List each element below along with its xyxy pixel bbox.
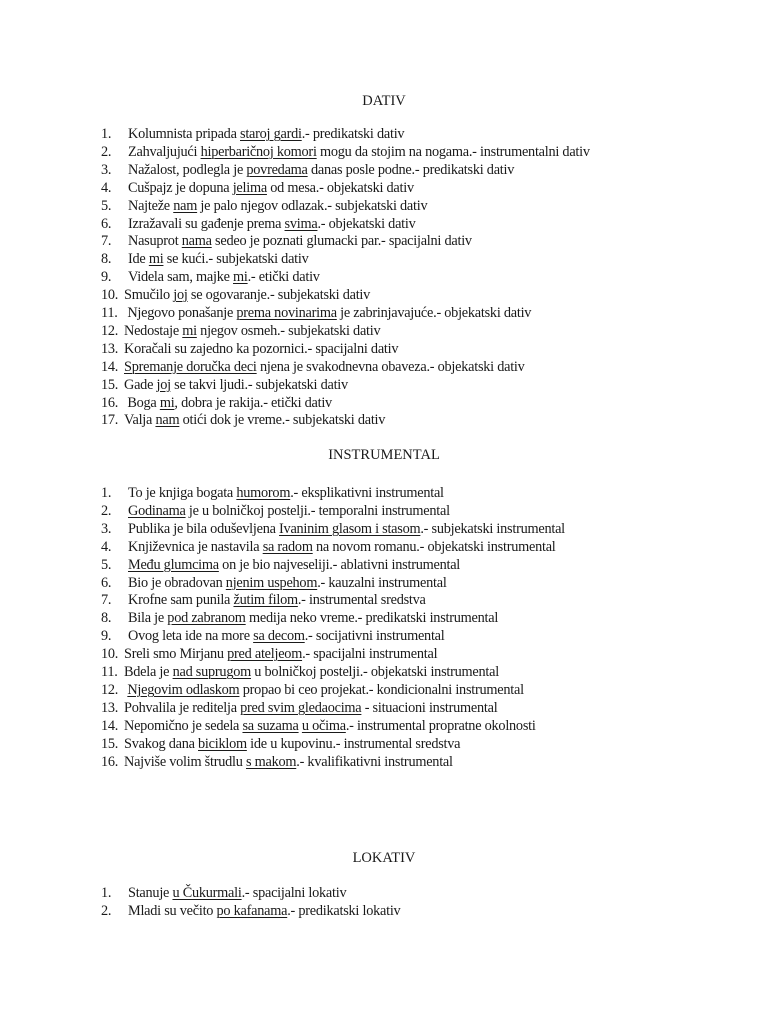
dativ-item [101,250,309,268]
item-number: 2. [101,502,112,519]
lokativ-item [101,884,346,902]
sentence-text: - situacioni instrumental [361,699,498,716]
sentence-text: otići dok je vreme.- subjekatski dativ [179,412,386,429]
item-number: 9. [101,269,112,286]
underlined-phrase: biciklom [198,735,247,752]
item-number: 1. [101,885,112,901]
instrumental-item [101,735,460,753]
sentence-text: Sreli smo Mirjanu [124,646,228,663]
item-number: 11. [101,305,118,321]
sentence-text: u bolničkoj postelji.- objekatski instrumental [250,664,499,680]
sentence-text: Valja [124,412,156,429]
underlined-phrase: svima [284,215,318,232]
sentence-text: medija neko vreme.- predikatski instrumental [245,610,499,627]
item-number: 10. [101,646,119,663]
item-number: 16. [101,394,119,411]
sentence-text: Krofne sam punila [128,592,234,609]
sentence-text: , dobra je rakija.- etički dativ [174,394,332,411]
instrumental-item [101,591,426,609]
item-number: 11. [101,664,118,680]
sentence-text: Videla sam, majke [128,269,234,286]
underlined-phrase: staroj gardi [240,126,302,142]
item-number: 15. [101,376,119,393]
instrumental-item [101,609,498,627]
instrumental-item [101,627,444,645]
dativ-item [101,143,590,161]
instrumental-item [101,717,536,735]
item-number: 3. [101,520,112,537]
underlined-phrase: joj [156,376,171,393]
item-number: 2. [101,902,112,919]
sentence-text: .- predikatski dativ [301,126,405,142]
sentence-text: Najteže [128,197,174,214]
sentence-text: .- spacijalni lokativ [241,885,347,901]
sentence-text: Pohvalila je reditelja [124,699,241,716]
underlined-phrase: nama [181,233,212,250]
instrumental-item [101,556,460,574]
item-number: 12. [101,322,119,339]
sentence-text: Najviše volim štrudlu [124,753,246,770]
sentence-text: od mesa.- objekatski dativ [266,179,414,196]
instrumental-item [101,538,556,556]
sentence-text: .- kvalifikativni instrumental [296,753,453,770]
underlined-phrase: mi [159,394,175,411]
sentence-text: ide u kupovinu.- instrumental sredstva [246,735,461,752]
dativ-item [101,411,385,429]
sentence-text: on je bio najveseliji.- ablativni instrumental [218,556,461,573]
sentence-text: .- socijativni instrumental [304,628,445,645]
sentence-text: Ide [128,251,149,268]
sentence-text: Zahvaljujući [128,143,201,160]
item-number: 7. [101,233,112,250]
underlined-phrase: žutim filom [233,592,298,609]
dativ-item [101,376,348,394]
sentence-text: Publika je bila oduševljena [128,520,280,537]
sentence-text: se kući.- subjekatski dativ [163,251,309,268]
dativ-item [101,268,320,286]
item-number: 8. [101,251,112,268]
item-number: 4. [101,538,112,555]
item-number: 13. [101,699,119,716]
sentence-text: danas posle podne.- predikatski dativ [307,161,515,178]
sentence-text: Izražavali su gađenje prema [128,215,285,232]
dativ-item [101,322,380,340]
sentence-text: To je knjiga bogata [128,485,237,501]
underlined-phrase: mi [233,269,248,286]
sentence-text: .- etički dativ [247,269,320,286]
item-number: 2. [101,143,112,160]
underlined-phrase: Godinama [128,502,186,519]
dativ-item [101,340,398,358]
item-number: 6. [101,574,112,591]
sentence-text: na novom romanu.- objekatski instrumental [312,538,556,555]
item-number: 14. [101,717,119,734]
lokativ-item [101,902,400,920]
dativ-item [101,358,525,376]
underlined-phrase: pred svim gledaocima [240,699,362,716]
underlined-phrase: u Čukurmali [172,885,242,901]
underlined-phrase: Ivaninim glasom i stasom [279,520,421,537]
sentence-text: propao bi ceo projekat.- kondicionalni instrumental [239,681,524,698]
sentence-text: .- eksplikativni instrumental [290,485,444,501]
item-number: 17. [101,412,119,429]
item-number: 5. [101,197,112,214]
lokativ-heading: LOKATIV [352,850,416,866]
underlined-phrase: nam [173,197,198,214]
sentence-text: Nedostaje [124,322,183,339]
sentence-text: Nepomično je sedela [124,717,243,734]
underlined-phrase: pred ateljeom [227,646,303,663]
sentence-text: sedeo je poznati glumacki par.- spacijalni dativ [211,233,472,250]
underlined-phrase: prema novinarima [236,305,337,321]
underlined-phrase: njenim uspehom [225,574,318,591]
sentence-text: Bdela je [124,664,173,680]
sentence-text: se ogovaranje.- subjekatski dativ [187,287,371,304]
underlined-phrase: u očima [301,717,346,734]
underlined-phrase: joj [173,287,188,304]
item-number: 9. [101,628,112,645]
dativ-item [101,304,531,322]
underlined-phrase: sa radom [262,538,313,555]
dativ-item [101,215,416,233]
sentence-text: Smučilo [124,287,174,304]
sentence-text: Književnica je nastavila [128,538,263,555]
underlined-phrase: Među glumcima [128,556,219,573]
underlined-phrase: pod zabranom [167,610,246,627]
item-number: 5. [101,556,112,573]
item-number: 10. [101,287,119,304]
sentence-text: Ovog leta ide na more [128,628,254,645]
instrumental-item [101,502,450,520]
sentence-text: Njegovo ponašanje [124,305,237,321]
underlined-phrase: humorom [236,485,291,501]
underlined-phrase: Spremanje doručka deci [124,358,257,375]
sentence-text: se takvi ljudi.- subjekatski dativ [170,376,348,393]
item-number: 1. [101,126,112,142]
dativ-item [101,179,414,197]
dativ-heading: DATIV [362,93,406,109]
instrumental-item [101,753,453,771]
item-number: 15. [101,735,119,752]
dativ-item [101,394,332,412]
underlined-phrase: sa suzama [242,717,299,734]
sentence-text: .- predikatski lokativ [287,902,401,919]
dativ-item [101,232,472,250]
item-number: 8. [101,610,112,627]
item-number: 3. [101,161,112,178]
sentence-text: Stanuje [128,885,173,901]
sentence-text: Koračali su zajedno ka pozornici.- spacijalni dativ [124,340,399,357]
sentence-text: Boga [124,394,160,411]
underlined-phrase: po kafanama [216,902,288,919]
instrumental-item [101,699,497,717]
underlined-phrase: mi [182,322,197,339]
sentence-text: Bila je [128,610,168,627]
sentence-text: Kolumnista pripada [128,126,240,142]
underlined-phrase: nad suprugom [172,664,251,680]
instrumental-item [101,663,499,681]
sentence-text: .- instrumental sredstva [297,592,426,609]
instrumental-item [101,645,437,663]
item-number: 1. [101,485,112,501]
sentence-text: je zabrinjavajuće.- objekatski dativ [336,305,532,321]
sentence-text: .- instrumental propratne okolnosti [345,717,536,734]
item-number: 13. [101,340,119,357]
underlined-phrase: Njegovim odlaskom [127,681,240,698]
item-number: 12. [101,681,119,698]
sentence-text: je u bolničkoj postelji.- temporalni instrumental [185,502,450,519]
sentence-text: Gade [124,376,157,393]
sentence-text: Cušpajz je dopuna [128,179,233,196]
dativ-item [101,286,370,304]
underlined-phrase: nam [155,412,180,429]
sentence-text: Bio je obradovan [128,574,226,591]
dativ-item [101,161,514,179]
underlined-phrase: povredama [246,161,308,178]
sentence-text: je palo njegov odlazak.- subjekatski dativ [197,197,428,214]
instrumental-item [101,484,444,502]
underlined-phrase: jelima [232,179,267,196]
underlined-phrase: mi [148,251,164,268]
instrumental-item [101,520,565,538]
item-number: 16. [101,753,119,770]
instrumental-heading: INSTRUMENTAL [328,447,440,463]
sentence-text: mogu da stojim na nogama.- instrumentalni dativ [316,143,590,160]
instrumental-item [101,574,447,592]
sentence-text: njena je svakodnevna obaveza.- objekatski dativ [256,358,525,375]
item-number: 6. [101,215,112,232]
sentence-text: Nasuprot [128,233,182,250]
item-number: 7. [101,592,112,609]
sentence-text: .- objekatski dativ [317,215,416,232]
instrumental-item [101,681,524,699]
sentence-text: njegov osmeh.- subjekatski dativ [196,322,381,339]
underlined-phrase: s makom [245,753,297,770]
sentence-text: Nažalost, podlegla je [128,161,247,178]
sentence-text: .- kauzalni instrumental [317,574,447,591]
dativ-item [101,197,427,215]
sentence-text: Svakog dana [124,735,199,752]
underlined-phrase: sa decom [253,628,305,645]
sentence-text: .- subjekatski instrumental [420,520,565,537]
item-number: 14. [101,358,119,375]
dativ-item [101,125,404,143]
sentence-text: .- spacijalni instrumental [302,646,438,663]
underlined-phrase: hiperbaričnoj komori [200,143,317,160]
sentence-text: Mladi su večito [128,902,217,919]
item-number: 4. [101,179,112,196]
